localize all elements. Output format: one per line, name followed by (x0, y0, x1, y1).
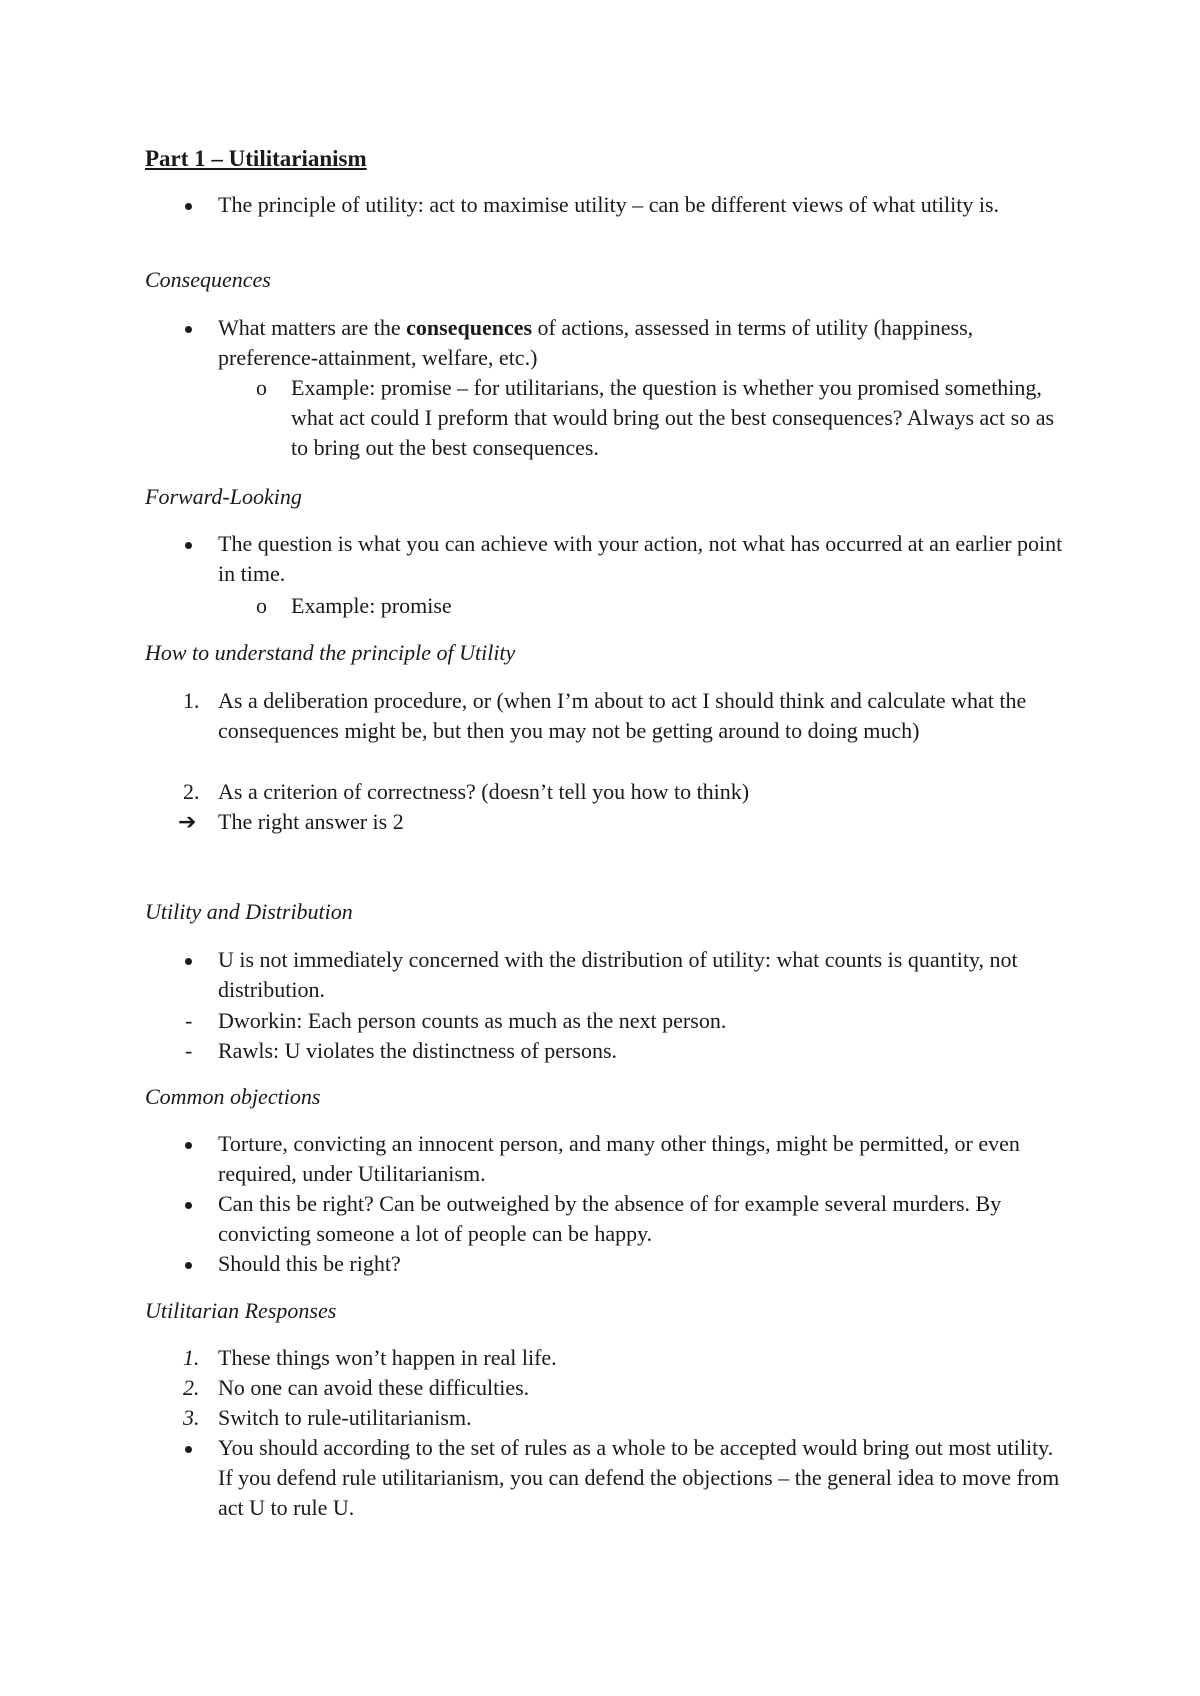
list-item: Torture, convicting an innocent person, and many other things, might be permitted, or even required, under Utilitarianism. (218, 1131, 1020, 1186)
bullet-icon (185, 203, 192, 210)
list-item: No one can avoid these difficulties. (218, 1375, 530, 1400)
list-item: Should this be right? (218, 1251, 401, 1276)
bullet-icon (185, 1202, 192, 1209)
list-number: 2. (183, 1375, 200, 1400)
page-title: Part 1 – Utilitarianism (145, 146, 367, 171)
text-run: of actions, assessed in terms of utility (happiness, preference-attainment, welfare, etc.) (218, 315, 974, 370)
text-run: What matters are the (218, 315, 407, 340)
list-item: The question is what you can achieve with your action, not what has occurred at an earlier point in time. (218, 531, 1063, 586)
list-item: Dworkin: Each person counts as much as the next person. (218, 1008, 727, 1033)
section-heading-responses: Utilitarian Responses (145, 1298, 337, 1323)
list-item: Can this be right? Can be outweighed by the absence of for example several murders. By convicting someone a lot of people can be happy. (218, 1191, 1002, 1246)
list-item: As a deliberation procedure, or (when I’m about to act I should think and calculate what the consequences might be, but then you may not be getting around to doing much) (218, 688, 1027, 743)
list-item: Rawls: U violates the distinctness of persons. (218, 1038, 618, 1063)
bullet-icon (185, 1262, 192, 1269)
list-number: 3. (183, 1405, 200, 1430)
list-item (218, 313, 1068, 373)
section-heading-distribution: Utility and Distribution (145, 899, 353, 924)
bullet-icon (185, 1142, 192, 1149)
section-heading-consequences: Consequences (145, 267, 271, 292)
section-heading-objections: Common objections (145, 1084, 321, 1109)
dash-marker: - (185, 1038, 193, 1063)
list-number: 2. (183, 779, 200, 804)
list-item: Switch to rule-utilitarianism. (218, 1405, 472, 1430)
section-heading-understand: How to understand the principle of Utility (145, 640, 516, 665)
list-item: The right answer is 2 (218, 809, 404, 834)
list-item: The principle of utility: act to maximise utility – can be different views of what utility is. (218, 192, 1000, 217)
bullet-icon (185, 958, 192, 965)
bullet-icon (185, 326, 192, 333)
list-number: 1. (183, 1345, 200, 1370)
bullet-icon (185, 542, 192, 549)
sub-list-item: Example: promise – for utilitarians, the question is whether you promised something, what act could I preform that would bring out the best consequences? Always act so as to bring out the best consequences. (291, 375, 1055, 460)
sub-bullet-marker: o (256, 375, 267, 400)
arrow-icon: ➔ (178, 809, 197, 834)
list-item: As a criterion of correctness? (doesn’t tell you how to think) (218, 779, 750, 804)
bold-term: consequences (406, 315, 533, 340)
dash-marker: - (185, 1008, 193, 1033)
sub-list-item: Example: promise (291, 593, 452, 618)
list-item: You should according to the set of rules as a whole to be accepted would bring out most utility. If you defend rule utilitarianism, you can defend the objections – the general idea to move from act U to rule U. (218, 1435, 1060, 1520)
section-heading-forward-looking: Forward-Looking (145, 484, 302, 509)
list-number: 1. (183, 688, 200, 713)
sub-bullet-marker: o (256, 593, 267, 618)
bullet-icon (185, 1446, 192, 1453)
list-item: These things won’t happen in real life. (218, 1345, 557, 1370)
list-item: U is not immediately concerned with the distribution of utility: what counts is quantity, not distribution. (218, 947, 1018, 1002)
